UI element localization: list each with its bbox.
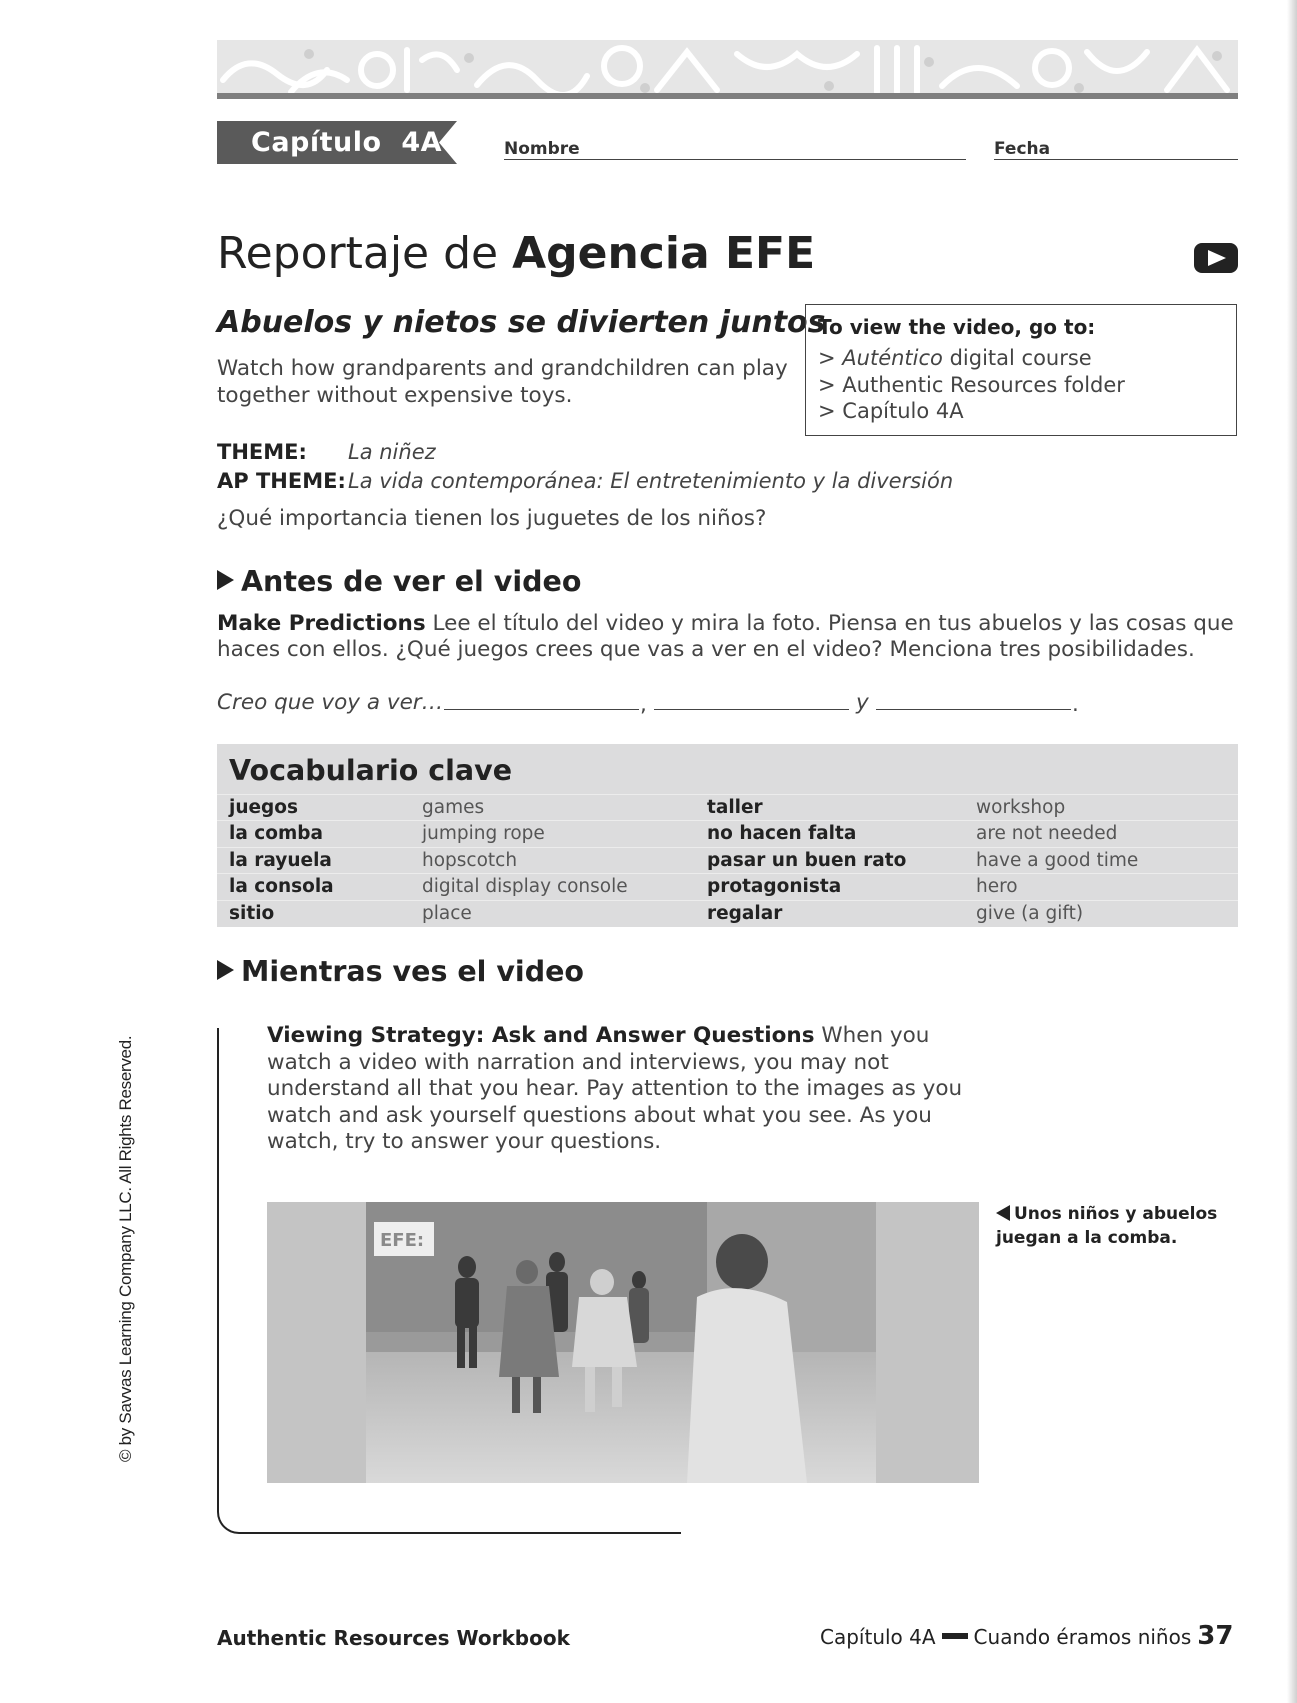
footer-workbook: Authentic Resources Workbook <box>217 1626 570 1650</box>
vocabulary-box <box>217 744 1238 927</box>
date-label: Fecha <box>994 139 1051 159</box>
chapter-tab <box>217 121 457 164</box>
view-video-item-chapter: > Capítulo 4A <box>818 399 964 423</box>
ap-theme-label: AP THEME: <box>217 469 346 493</box>
section-arrow-icon <box>217 960 234 980</box>
ap-theme-row <box>217 469 954 493</box>
essential-question: ¿Qué importancia tienen los juguetes de los niños? <box>217 506 767 531</box>
theme-row <box>217 440 436 464</box>
section-arrow-icon <box>217 570 234 590</box>
vocab-term: la rayuela <box>229 850 332 871</box>
vocab-definition: place <box>422 903 472 924</box>
view-video-heading: To view the video, go to: <box>818 315 1096 339</box>
before-video-heading: Antes de ver el video <box>217 565 581 598</box>
vocabulary-title: Vocabulario clave <box>229 754 513 787</box>
banner-rule <box>217 93 1238 99</box>
prediction-and: y <box>856 690 869 715</box>
footer-chapter: Capítulo 4A Cuando éramos niños 37 <box>820 1621 1234 1651</box>
decorative-banner <box>217 40 1238 97</box>
vocab-term: juegos <box>229 797 299 818</box>
vocab-definition: hero <box>976 876 1018 897</box>
vocab-term: pasar un buen rato <box>707 850 907 871</box>
vocab-row <box>217 847 1238 874</box>
prediction-blank-2[interactable] <box>654 708 849 710</box>
vocab-term: regalar <box>707 903 783 924</box>
viewing-strategy-text: Viewing Strategy: Ask and Answer Questions When you watch a video with narration and interviews, you may not understand all that you hear. Pay attention to the images as you watch and ask yourself questions about what you see. As you watch, try to answer your questions. <box>267 1023 963 1154</box>
view-video-item-course: > Auténtico digital course <box>818 346 1092 370</box>
efe-logo <box>374 1222 434 1256</box>
copyright-notice: © by Savvas Learning Company LLC. All Rights Reserved. <box>116 1035 135 1462</box>
video-play-icon[interactable] <box>1194 243 1238 273</box>
name-label: Nombre <box>504 139 580 159</box>
caption-arrow-icon <box>996 1205 1010 1221</box>
vocab-definition: are not needed <box>976 823 1118 844</box>
vocab-term: protagonista <box>707 876 842 897</box>
prediction-prompt: Creo que voy a ver… <box>217 690 444 715</box>
svg-text:EFE:: EFE: <box>380 1230 425 1251</box>
vocab-definition: give (a gift) <box>976 903 1084 924</box>
vocab-row <box>217 873 1238 900</box>
vocab-definition: games <box>422 797 485 818</box>
video-description: Watch how grandparents and grandchildren can play together without expensive toys. <box>217 356 788 408</box>
vocab-definition: hopscotch <box>422 850 518 871</box>
banner-pattern <box>217 40 1238 97</box>
page-edge-shadow <box>1287 0 1297 1703</box>
vocab-definition: have a good time <box>976 850 1139 871</box>
play-triangle-icon <box>1208 250 1226 266</box>
view-video-box <box>805 304 1237 436</box>
video-title: Abuelos y nietos se divierten juntos <box>217 305 826 340</box>
vocab-term: sitio <box>229 903 275 924</box>
prediction-period: . <box>1072 692 1079 717</box>
vocab-definition: workshop <box>976 797 1066 818</box>
prediction-blank-3[interactable] <box>876 708 1071 710</box>
vocab-definition: jumping rope <box>422 823 545 844</box>
page-number: 37 <box>1197 1621 1234 1651</box>
vocab-term: la consola <box>229 876 334 897</box>
prediction-blank-1[interactable] <box>444 708 639 710</box>
vocab-row <box>217 794 1238 821</box>
prediction-comma: , <box>640 692 647 717</box>
make-predictions-text: Make Predictions Lee el título del video y mira la foto. Piensa en tus abuelos y las cosas que haces con ellos. ¿Qué juegos crees que vas a ver en el video? Menciona tres posibilidades. <box>217 611 1234 662</box>
ap-theme-value: La vida contemporánea: El entretenimiento y la diversión <box>348 469 954 493</box>
video-still-image <box>267 1202 979 1483</box>
vocab-definition: digital display console <box>422 876 628 897</box>
vocab-term: no hacen falta <box>707 823 857 844</box>
video-still-photo <box>267 1202 979 1483</box>
vocab-term: taller <box>707 797 763 818</box>
theme-label: THEME: <box>217 440 307 464</box>
footer-dash <box>942 1633 968 1639</box>
photo-caption: Unos niños y abuelos juegan a la comba. <box>996 1204 1218 1248</box>
view-video-item-folder: > Authentic Resources folder <box>818 373 1125 397</box>
name-line[interactable] <box>504 159 966 160</box>
chapter-label: Capítulo 4A <box>251 127 443 158</box>
page-title: Reportaje de Agencia EFE <box>217 228 816 279</box>
theme-value: La niñez <box>348 440 436 464</box>
vocab-row <box>217 900 1238 927</box>
vocab-row <box>217 820 1238 847</box>
during-video-heading: Mientras ves el video <box>217 955 584 988</box>
vocab-term: la comba <box>229 823 323 844</box>
date-line[interactable] <box>994 159 1238 160</box>
